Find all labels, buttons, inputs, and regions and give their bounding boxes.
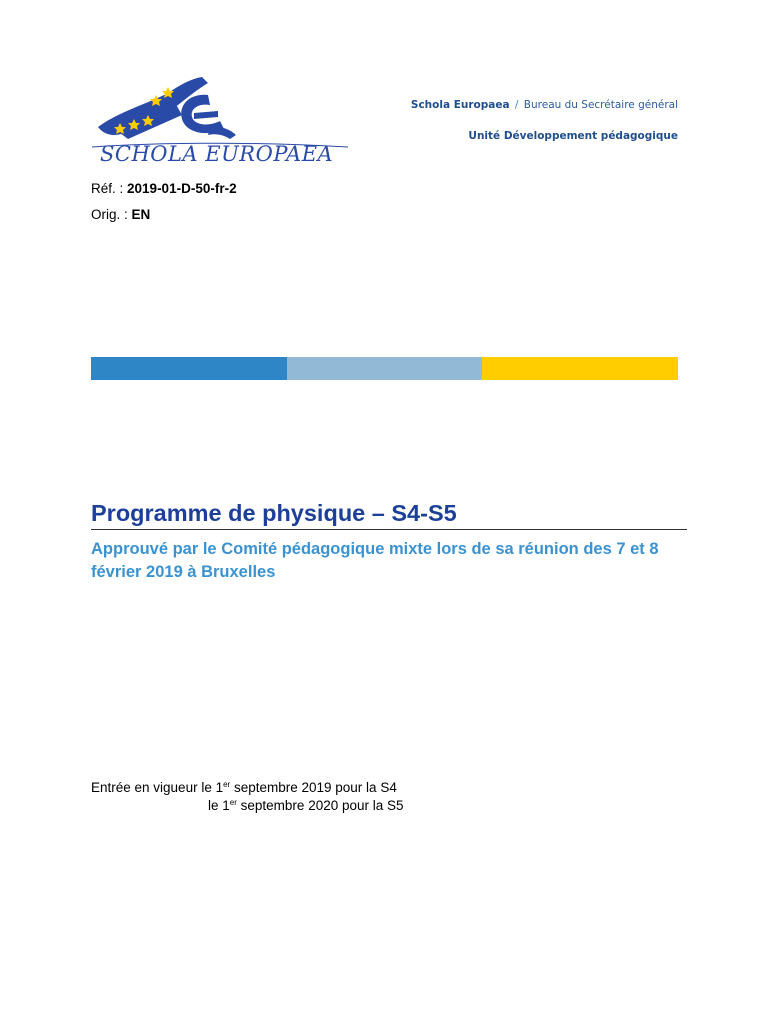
schola-europaea-logo [90, 75, 352, 167]
unit-name: Unité Développement pédagogique [468, 130, 678, 142]
origin-line [91, 207, 150, 222]
reference-label: Réf. : [91, 181, 124, 196]
effective-date-s5: le 1er septembre 2020 pour la S5 [208, 797, 404, 813]
effective-dates [91, 779, 404, 814]
reference-line [91, 181, 237, 196]
origin-label: Orig. : [91, 207, 128, 222]
color-band-segment-yellow [482, 357, 678, 380]
organization-name: Schola Europaea [410, 99, 510, 111]
effective-date-s4: Entrée en vigueur le 1er septembre 2019 pour la S4 [91, 780, 397, 795]
document-title: Programme de physique – S4-S5 [91, 500, 687, 530]
origin-value: EN [131, 207, 151, 222]
department-name: Bureau du Secrétaire général [523, 99, 678, 111]
document-subtitle: Approuvé par le Comité pédagogique mixte lors de sa réunion des 7 et 8 février 2019 à Bruxelles [91, 540, 659, 581]
svg-text:SCHOLA EUROPAEA: SCHOLA EUROPAEA [100, 142, 334, 166]
color-band-segment-lightblue [287, 357, 483, 380]
color-band [91, 357, 678, 380]
color-band-segment-blue [91, 357, 287, 380]
reference-value: 2019-01-D-50-fr-2 [127, 181, 237, 196]
office-header [411, 99, 678, 111]
header-separator: / [514, 99, 519, 111]
